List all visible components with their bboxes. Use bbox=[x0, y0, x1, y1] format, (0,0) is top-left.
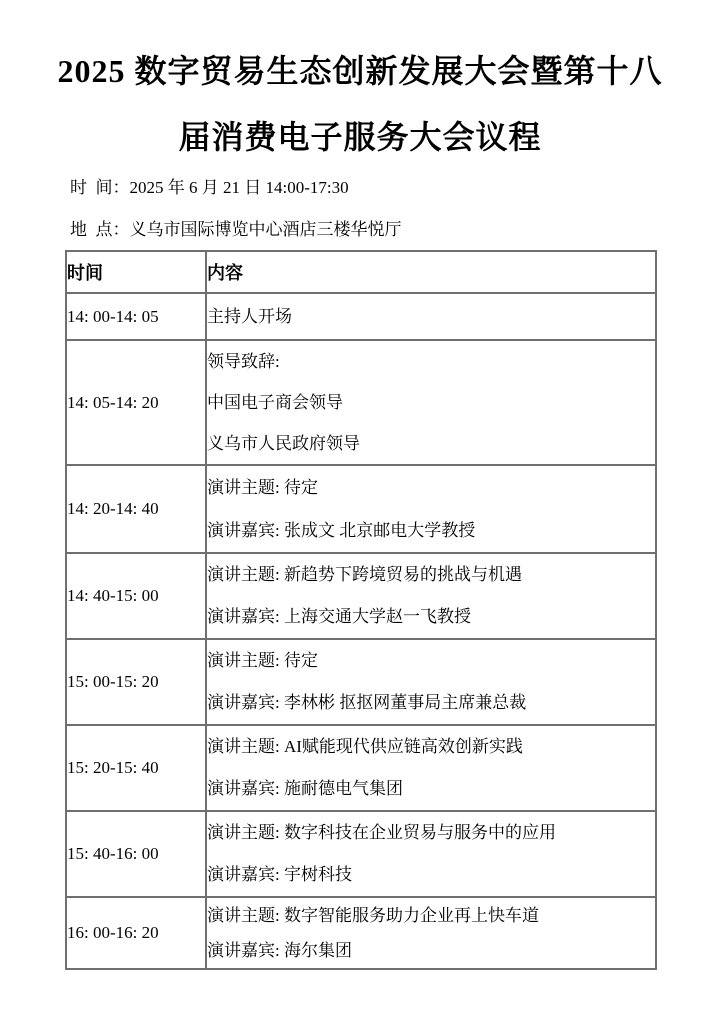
document-title bbox=[0, 50, 720, 158]
time-cell: 15: 40-16: 00 bbox=[66, 811, 206, 897]
content-line: 义乌市人民政府领导 bbox=[207, 434, 360, 453]
table-row bbox=[66, 465, 656, 553]
time-cell: 15: 20-15: 40 bbox=[66, 725, 206, 811]
time-cell: 14: 20-14: 40 bbox=[66, 465, 206, 553]
content-line: 演讲主题: 数字智能服务助力企业再上快车道 bbox=[207, 906, 539, 925]
time-cell: 14: 05-14: 20 bbox=[66, 340, 206, 465]
content-line: 演讲主题: 数字科技在企业贸易与服务中的应用 bbox=[207, 823, 556, 842]
content-cell bbox=[206, 553, 656, 639]
content-cell bbox=[206, 465, 656, 553]
content-line: 演讲主题: 待定 bbox=[207, 478, 318, 497]
meta-time-label: 时 间： bbox=[70, 178, 130, 197]
table-row bbox=[66, 639, 656, 725]
table-row bbox=[66, 811, 656, 897]
meta-time-row bbox=[70, 177, 720, 199]
time-cell: 15: 00-15: 20 bbox=[66, 639, 206, 725]
meta-location-value: 义乌市国际博览中心酒店三楼华悦厅 bbox=[129, 220, 402, 239]
content-cell bbox=[206, 811, 656, 897]
content-cell bbox=[206, 725, 656, 811]
table-row bbox=[66, 553, 656, 639]
content-line: 演讲嘉宾: 李林彬 抠抠网董事局主席兼总裁 bbox=[207, 693, 527, 712]
title-line-2: 届消费电子服务大会议程 bbox=[178, 119, 542, 155]
content-line: 演讲主题: 新趋势下跨境贸易的挑战与机遇 bbox=[207, 565, 522, 584]
table-row bbox=[66, 897, 656, 969]
header-cell-content: 内容 bbox=[206, 251, 656, 293]
content-line: 演讲嘉宾: 施耐德电气集团 bbox=[207, 779, 403, 798]
time-cell: 14: 40-15: 00 bbox=[66, 553, 206, 639]
time-cell: 16: 00-16: 20 bbox=[66, 897, 206, 969]
meta-location-row bbox=[70, 219, 720, 241]
title-line-1: 2025 数字贸易生态创新发展大会暨第十八 bbox=[57, 53, 663, 89]
table-row bbox=[66, 293, 656, 340]
agenda-table bbox=[65, 250, 657, 970]
table-row bbox=[66, 725, 656, 811]
time-cell: 14: 00-14: 05 bbox=[66, 293, 206, 340]
table-row bbox=[66, 340, 656, 465]
content-line: 演讲嘉宾: 张成文 北京邮电大学教授 bbox=[207, 521, 476, 540]
content-line: 演讲嘉宾: 宇树科技 bbox=[207, 865, 352, 884]
header-cell-time: 时间 bbox=[66, 251, 206, 293]
content-line: 演讲主题: AI赋能现代供应链高效创新实践 bbox=[207, 737, 523, 756]
content-cell bbox=[206, 639, 656, 725]
content-cell bbox=[206, 340, 656, 465]
content-cell bbox=[206, 293, 656, 340]
content-line: 演讲嘉宾: 海尔集团 bbox=[207, 941, 352, 960]
content-cell bbox=[206, 897, 656, 969]
content-line: 中国电子商会领导 bbox=[207, 393, 343, 412]
content-line: 主持人开场 bbox=[207, 307, 292, 326]
content-line: 领导致辞: bbox=[207, 352, 280, 371]
content-line: 演讲主题: 待定 bbox=[207, 651, 318, 670]
table-header-row bbox=[66, 251, 656, 293]
content-line: 演讲嘉宾: 上海交通大学赵一飞教授 bbox=[207, 607, 471, 626]
meta-time-value: 2025 年 6 月 21 日 14:00-17:30 bbox=[129, 178, 349, 197]
meta-location-label: 地 点： bbox=[70, 220, 130, 239]
